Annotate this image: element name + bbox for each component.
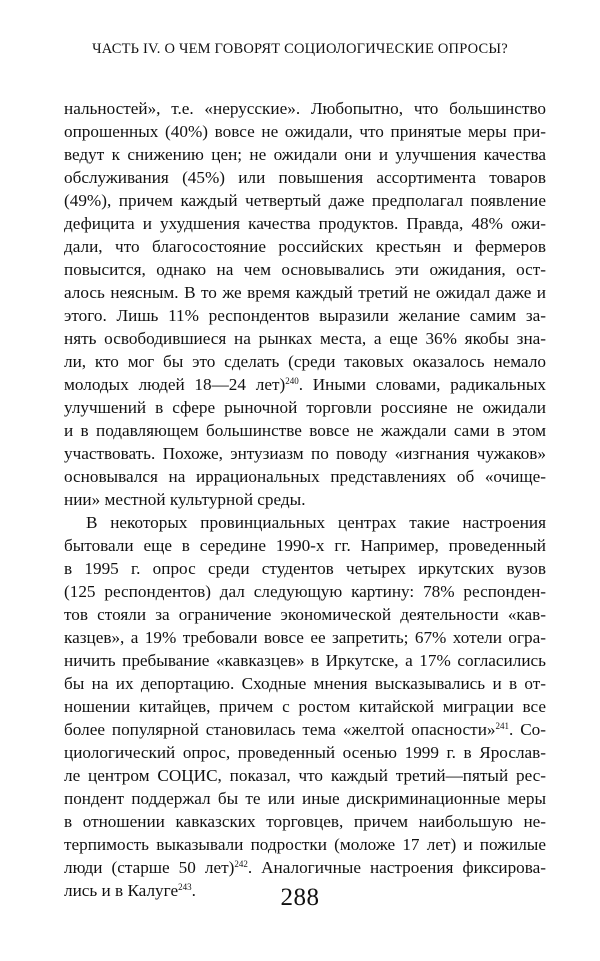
text-line: терпимость выказывали подростки (моложе 17 лет) и пожилые (64, 835, 546, 854)
text-line: этого. Лишь 11% респондентов выразили желание самим за- (64, 306, 546, 325)
text-line: бы на их депортацию. Сходные мнения высказывались и в от- (64, 674, 546, 693)
line-text: лись и в Калуге (64, 881, 179, 900)
text-line: ношении китайцев, причем с ростом китайской миграции все (64, 697, 546, 716)
text-line: улучшений в сфере рыночной торговли россияне не ожидали (64, 398, 546, 417)
text-line: обслуживания (45%) или повышения ассортимента товаров (64, 168, 546, 187)
footnote-ref-240: 240 (285, 376, 299, 386)
text-line: опрошенных (40%) вовсе не ожидали, что принятые меры при- (64, 122, 546, 141)
text-line: дефицита и ухудшения качества продуктов. Правда, 48% ожи- (64, 214, 546, 233)
line-text: . (191, 881, 196, 900)
text-line: циологический опрос, проведенный осенью 1999 г. в Ярослав- (64, 743, 546, 762)
text-line: ничить пребывание «кавказцев» в Иркутске, а 17% согласились (64, 651, 546, 670)
paragraph-1 (64, 97, 546, 511)
line-text: . Аналогичные настроения фиксирова- (247, 858, 546, 877)
line-text: люди (старше 50 лет) (64, 858, 235, 877)
text-line: В некоторых провинциальных центрах такие настроения (86, 513, 546, 532)
text-line: участвовать. Похоже, энтузиазм по поводу «изгнания чужаков» (64, 444, 546, 463)
line-text: . Со- (508, 720, 546, 739)
text-line: нии» местной культурной среды. (64, 490, 306, 509)
body-text (64, 97, 546, 902)
text-line: в 1995 г. опрос среди студентов четырех иркутских вузов (64, 559, 546, 578)
text-line: казцев», а 19% требовали вовсе ее запретить; 67% хотели огра- (64, 628, 546, 647)
text-line (64, 373, 546, 396)
footnote-ref-241: 241 (495, 721, 509, 731)
footnote-ref-243: 243 (178, 882, 192, 892)
text-line: алось неясным. В то же время каждый третий не ожидал даже и (64, 283, 546, 302)
text-line: повысится, однако на чем основывались эти ожидания, ост- (64, 260, 546, 279)
text-line: бытовали еще в середине 1990-х гг. Например, проведенный (64, 536, 546, 555)
text-line: (49%), причем каждый четвертый даже предполагал появление (64, 191, 546, 210)
text-line (64, 718, 546, 741)
page-number: 288 (280, 884, 320, 911)
paragraph-2 (64, 511, 546, 902)
text-line: (125 респондентов) дал следующую картину: 78% респонден- (64, 582, 546, 601)
text-line: основывался на иррациональных представлениях об «очище- (64, 467, 546, 486)
text-line: ли, кто мог бы это сделать (среди таковых оказалось немало (64, 352, 546, 371)
text-line: пондент поддержал бы те или иные дискриминационные меры (64, 789, 546, 808)
line-text: более популярной становилась тема «желтой опасности» (64, 720, 496, 739)
running-head: ЧАСТЬ IV. О ЧЕМ ГОВОРЯТ СОЦИОЛОГИЧЕСКИЕ ОПРОСЫ? (92, 41, 508, 57)
text-line: ведут к снижению цен; не ожидали они и улучшения качества (64, 145, 546, 164)
line-text: молодых людей 18—24 лет) (64, 375, 286, 394)
text-line: дали, что благосостояние российских крестьян и фермеров (64, 237, 546, 256)
text-line: нальностей», т.е. «нерусские». Любопытно, что большинство (64, 99, 546, 118)
text-line: ле центром СОЦИС, показал, что каждый третий—пятый рес- (64, 766, 546, 785)
line-text: . Иными словами, радикальных (298, 375, 546, 394)
text-line (64, 856, 546, 879)
footnote-ref-242: 242 (234, 859, 248, 869)
text-line: тов стояли за ограничение экономической деятельности «кав- (64, 605, 546, 624)
text-line: нять освободившиеся на рынках места, а еще 36% якобы зна- (64, 329, 546, 348)
text-line: и в подавляющем большинстве вовсе не жаждали сами в этом (64, 421, 546, 440)
text-line: в отношении кавказских торговцев, причем наибольшую не- (64, 812, 546, 831)
